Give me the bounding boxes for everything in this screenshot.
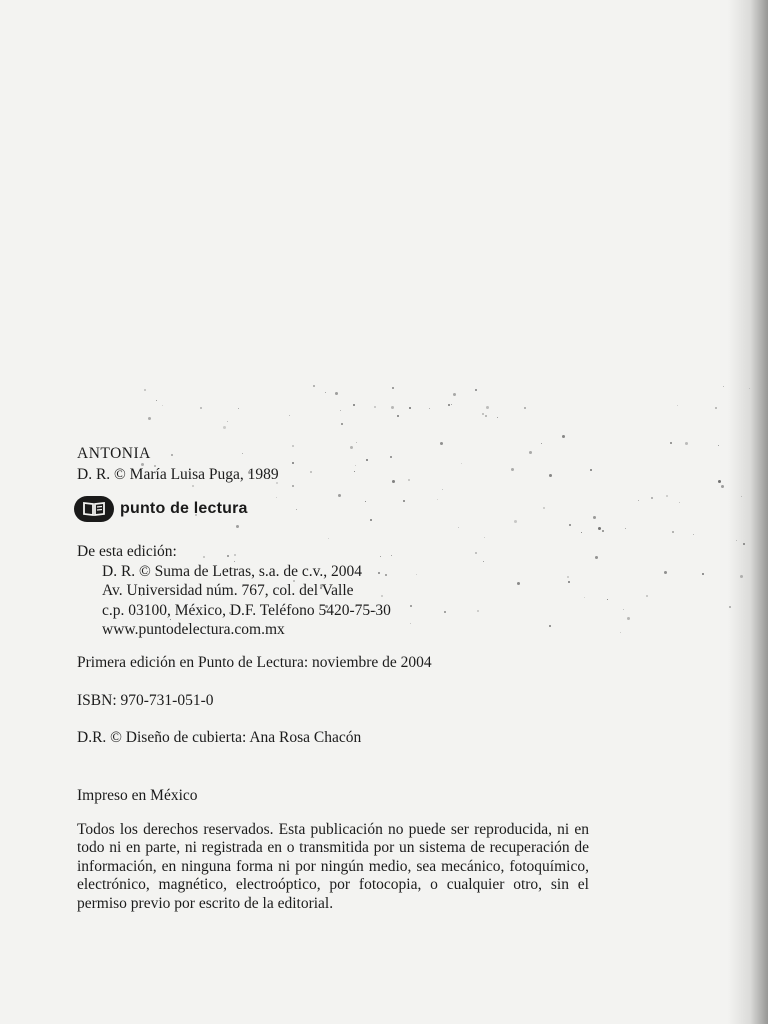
- scan-speck: [408, 479, 410, 481]
- scan-speck: [325, 392, 326, 393]
- scan-speck: [356, 442, 357, 443]
- scan-speck: [549, 474, 552, 477]
- scan-speck: [595, 556, 598, 559]
- scan-speck: [410, 623, 411, 624]
- scan-speck: [340, 410, 341, 411]
- scan-speck: [524, 407, 526, 409]
- book-title: ANTONIA: [77, 445, 151, 462]
- scan-speck: [562, 435, 565, 438]
- scan-speck: [162, 405, 163, 406]
- scan-speck: [702, 573, 704, 575]
- scan-speck: [392, 480, 395, 483]
- scan-speck: [741, 496, 742, 497]
- scan-speck: [736, 540, 737, 541]
- scan-speck: [497, 417, 498, 418]
- rights-notice: Todos los derechos reservados. Esta publicación no puede ser reproducida, ni en todo ni en parte, ni registrada en o transmitida por un sistema de recuperación de información, en ninguna forma ni por ningún medio, sea mecánico, fotoquímico, electrónico, magnético, electroóptico, por fotocopia, o cualquier otro, sin el permiso previo por escrito de la editorial.: [77, 821, 589, 912]
- scan-speck: [677, 405, 678, 406]
- cover-design-line: D.R. © Diseño de cubierta: Ana Rosa Chacón: [77, 729, 362, 746]
- scan-speck: [353, 404, 355, 406]
- scan-speck: [335, 392, 338, 395]
- scan-speck: [715, 407, 717, 409]
- scan-speck: [397, 415, 399, 417]
- scan-speck: [366, 459, 368, 461]
- scan-speck: [390, 456, 392, 458]
- scan-speck: [437, 499, 438, 500]
- scan-speck: [410, 605, 412, 607]
- scan-speck: [718, 445, 719, 446]
- scan-speck: [461, 463, 462, 464]
- scan-speck: [623, 609, 624, 610]
- isbn-line: ISBN: 970-731-051-0: [77, 692, 214, 709]
- scan-speck: [171, 454, 173, 456]
- scan-speck: [721, 485, 724, 488]
- scan-speck: [144, 389, 146, 391]
- scan-speck: [429, 408, 430, 409]
- scan-speck: [638, 500, 639, 501]
- scan-speck: [236, 525, 239, 528]
- scan-speck: [227, 421, 228, 422]
- scan-speck: [392, 387, 394, 389]
- scan-speck: [296, 509, 297, 510]
- scan-speck: [620, 632, 621, 633]
- scan-speck: [341, 423, 343, 425]
- scan-speck: [740, 575, 743, 578]
- scan-speck: [453, 393, 456, 396]
- publisher-postal-phone: c.p. 03100, México, D.F. Teléfono 5420-75-30: [102, 601, 391, 619]
- publisher-address: Av. Universidad núm. 767, col. del Valle: [102, 582, 354, 599]
- imprint-logo: [74, 496, 248, 522]
- edition-label: De esta edición:: [77, 543, 177, 560]
- scan-speck: [458, 527, 459, 528]
- scan-speck: [338, 494, 341, 497]
- scan-speck: [374, 406, 376, 408]
- scan-speck: [664, 571, 667, 574]
- scan-speck: [666, 495, 668, 497]
- scan-speck: [593, 516, 596, 519]
- scan-speck: [670, 442, 672, 444]
- scan-speck: [693, 534, 694, 535]
- scan-speck: [475, 389, 477, 391]
- scan-speck: [749, 388, 750, 389]
- scan-speck: [444, 611, 446, 613]
- scan-speck: [448, 404, 450, 406]
- scan-speck: [200, 407, 202, 409]
- scan-speck: [292, 485, 294, 487]
- publisher-website: www.puntodelectura.com.mx: [102, 621, 285, 638]
- scan-speck: [685, 442, 688, 445]
- scan-speck: [416, 574, 417, 575]
- scan-speck: [517, 582, 520, 585]
- scan-speck: [409, 407, 411, 409]
- scan-speck: [242, 453, 243, 454]
- scan-speck: [403, 500, 405, 502]
- scan-speck: [475, 552, 477, 554]
- scan-speck: [679, 502, 680, 503]
- author-copyright: D. R. © María Luisa Puga, 1989: [77, 466, 279, 483]
- scan-speck: [238, 408, 239, 409]
- scan-speck: [723, 386, 724, 387]
- scan-speck: [602, 530, 604, 532]
- scan-speck: [484, 537, 485, 538]
- scan-speck: [355, 465, 356, 466]
- scan-speck: [651, 497, 653, 499]
- scan-speck: [292, 462, 294, 464]
- scan-speck: [483, 561, 484, 562]
- scan-speck: [541, 443, 542, 444]
- scan-speck: [511, 468, 514, 471]
- scan-speck: [192, 485, 194, 487]
- scan-speck: [485, 415, 487, 417]
- scan-speck: [607, 599, 608, 600]
- scan-speck: [569, 524, 571, 526]
- scan-speck: [567, 576, 569, 578]
- scan-speck: [743, 543, 745, 545]
- scan-speck: [442, 489, 443, 490]
- scan-speck: [584, 597, 585, 598]
- book-in-circle-icon: [74, 496, 114, 522]
- scan-speck: [549, 625, 551, 627]
- scan-speck: [440, 442, 443, 445]
- scan-speck: [391, 555, 392, 556]
- scan-speck: [156, 400, 157, 401]
- publisher-line: D. R. © Suma de Letras, s.a. de c.v., 2004: [102, 562, 363, 580]
- edition-info: [77, 542, 391, 640]
- scan-speck: [718, 480, 721, 483]
- scan-speck: [514, 520, 517, 523]
- scan-speck: [310, 471, 312, 473]
- scan-speck: [148, 417, 151, 420]
- scan-speck: [276, 497, 277, 498]
- scan-speck: [328, 538, 329, 539]
- scan-speck: [223, 426, 226, 429]
- scan-speck: [598, 527, 601, 530]
- scan-speck: [627, 617, 630, 620]
- scan-speck: [477, 610, 479, 612]
- scan-speck: [672, 531, 674, 533]
- scan-speck: [543, 507, 545, 509]
- scan-speck: [590, 469, 592, 471]
- scan-speck: [391, 406, 394, 409]
- scan-speck: [354, 471, 355, 472]
- scan-speck: [370, 519, 372, 521]
- scan-speck: [729, 606, 731, 608]
- imprint-logo-text: punto de lectura: [120, 500, 248, 517]
- scan-speck: [482, 413, 484, 415]
- scan-speck: [350, 446, 353, 449]
- printed-in-line: Impreso en México: [77, 787, 198, 804]
- scan-speck: [292, 445, 294, 447]
- scan-speck: [529, 451, 532, 454]
- scan-speck: [646, 595, 648, 597]
- scan-speck: [451, 404, 452, 405]
- scan-speck: [581, 532, 582, 533]
- scan-speck: [365, 501, 366, 502]
- first-edition-line: Primera edición en Punto de Lectura: noviembre de 2004: [77, 654, 432, 671]
- scan-speck: [625, 528, 626, 529]
- scan-speck: [568, 581, 570, 583]
- scan-speck: [289, 415, 290, 416]
- scan-speck: [486, 406, 489, 409]
- scan-speck: [313, 385, 315, 387]
